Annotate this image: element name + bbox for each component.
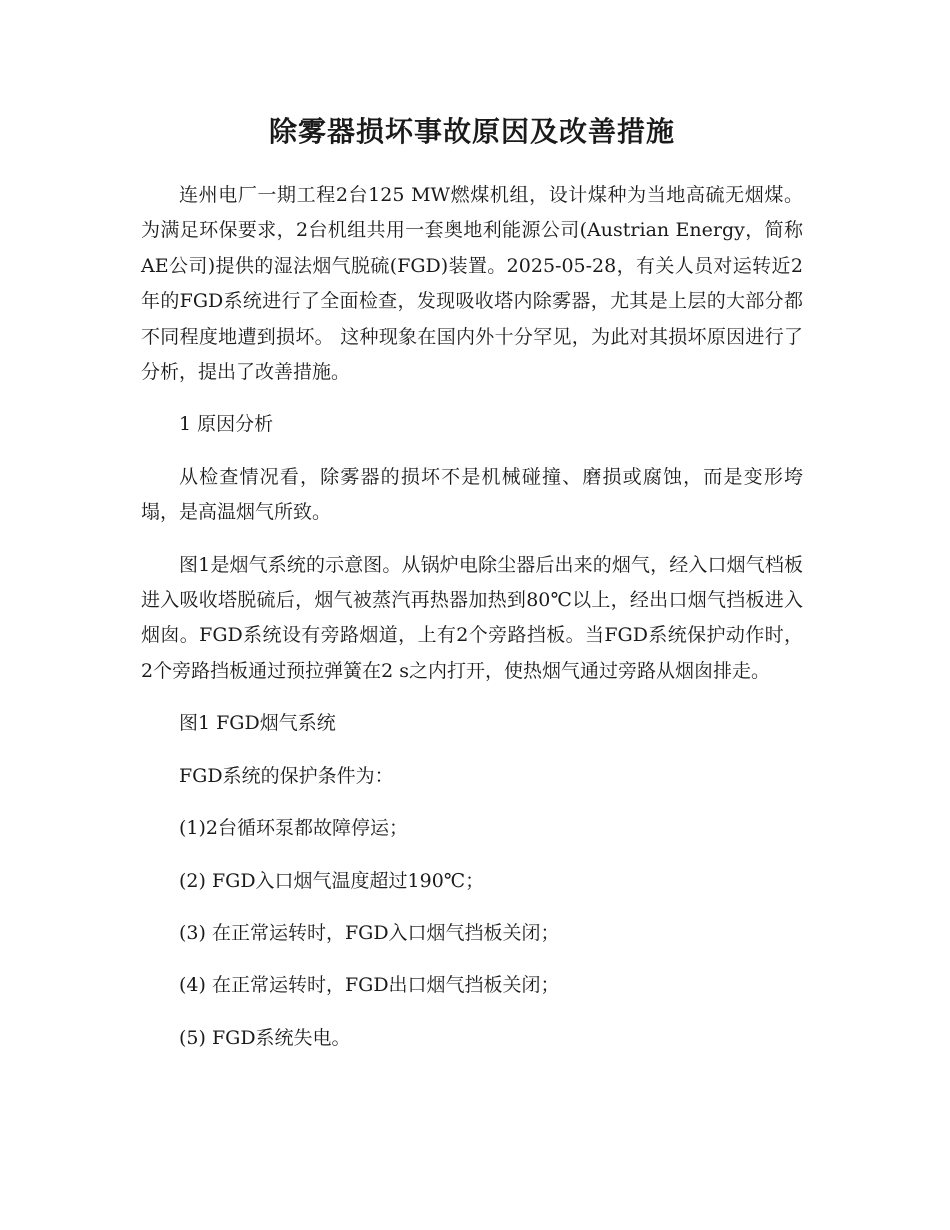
analysis-paragraph: 从检查情况看，除雾器的损坏不是机械碰撞、磨损或腐蚀，而是变形垮塌，是高温烟气所致。 [141,465,803,524]
condition-item-2: (2) FGD入口烟气温度超过190℃； [179,869,485,892]
condition-item-4: (4) 在正常运转时，FGD出口烟气挡板关闭； [179,974,560,997]
document-title: 除雾器损坏事故原因及改善措施 [268,115,675,148]
condition-item-3: (3) 在正常运转时，FGD入口烟气挡板关闭； [179,921,560,944]
condition-item-5: (5) FGD系统失电。 [179,1026,351,1049]
system-description-paragraph: 图1是烟气系统的示意图。从锅炉电除尘器后出来的烟气，经入口烟气档板进入吸收塔脱硫后，烟气被蒸汽再热器加热到80℃以上，经出口烟气挡板进入烟囱。FGD系统设有旁路烟道，上有2个旁路挡板。当FGD系统保护动作时，2个旁路挡板通过预拉弹簧在2 s之内打开，使热烟气通过旁路从烟囱排走。 [141,553,803,682]
document-page [141,108,803,1073]
condition-item-1: (1)2台循环泵都故障停运； [179,817,409,840]
protection-conditions-heading: FGD系统的保护条件为： [179,764,394,787]
section-heading: 1 原因分析 [179,413,274,436]
figure-caption: 图1 FGD烟气系统 [179,712,336,735]
intro-paragraph: 连州电厂一期工程2台125 MW燃煤机组，设计煤种为当地高硫无烟煤。为满足环保要求，2台机组共用一套奥地利能源公司(Austrian Energy，简称AE公司)提供的湿法烟气脱硫(FGD)装置。2025-05-28，有关人员对运转近2年的FGD系统进行了全面检查，发现吸收塔内除雾器，尤其是上层的大部分都不同程度地遭到损坏。 这种现象在国内外十分罕见，为此对其损坏原因进行了分析，提出了改善措施。 [141,184,803,384]
